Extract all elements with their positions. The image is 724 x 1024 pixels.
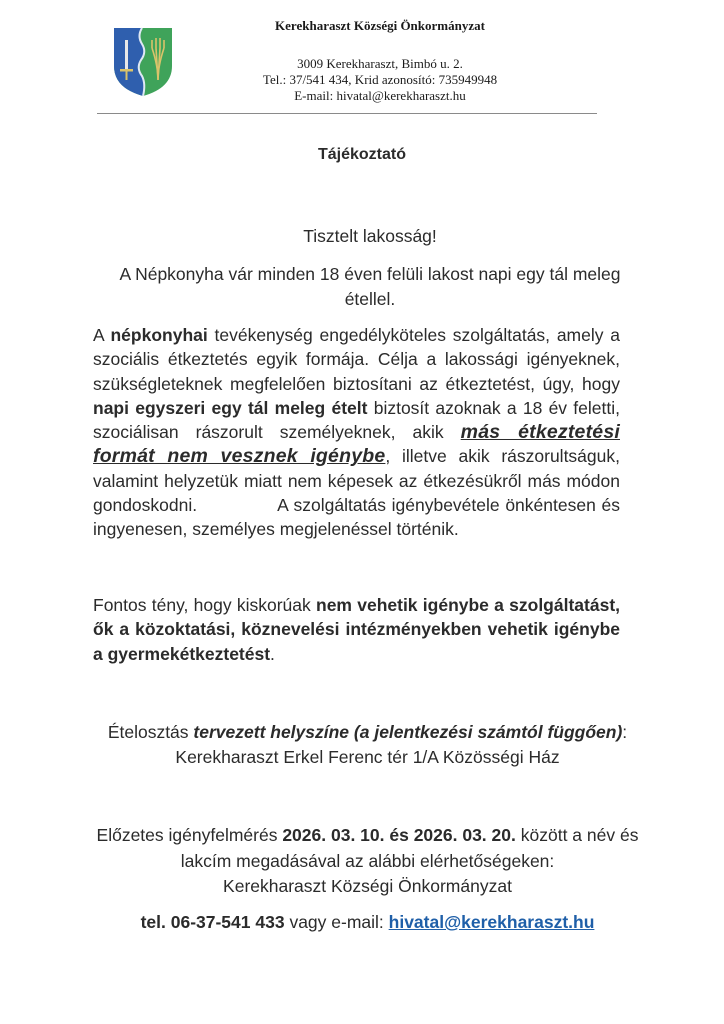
organization-email: E-mail: hivatal@kerekharaszt.hu bbox=[294, 88, 466, 103]
text-run: A szolgáltatás igénybevétele önkéntesen és ingyenesen, személyes megjelenéssel történik. bbox=[93, 495, 620, 540]
text-run: , illetve akik rászorultságuk, valamint helyzetük miatt nem képesek az étkezésükről más módon gondoskodni. bbox=[93, 446, 620, 516]
intro-paragraph: A Népkonyha vár minden 18 éven felüli lakost napi egy tál meleg étellel. bbox=[119, 264, 621, 309]
text-run: . bbox=[270, 643, 275, 664]
text-run: vagy e-mail: bbox=[284, 912, 389, 932]
document-title: Tájékoztató bbox=[317, 146, 406, 163]
email-link[interactable]: hivatal@kerekharaszt.hu bbox=[388, 912, 595, 932]
minors-notice-paragraph bbox=[93, 593, 620, 666]
text-run: Fontos tény, hogy kiskorúak bbox=[93, 595, 316, 615]
greeting: Tisztelt lakosság! bbox=[303, 226, 437, 246]
organization-address: 3009 Kerekharaszt, Bimbó u. 2. bbox=[297, 56, 463, 71]
registration-paragraph bbox=[95, 823, 640, 900]
bold-text-run: napi egyszeri egy tál meleg ételt bbox=[93, 397, 368, 418]
registration-dates: 2026. 03. 10. és 2026. 03. 20. bbox=[282, 825, 516, 845]
service-description-paragraph bbox=[93, 323, 620, 542]
text-run: Előzetes igényfelmérés bbox=[96, 825, 283, 845]
distribution-location-paragraph bbox=[95, 720, 640, 770]
phone-number: tel. 06-37-541 433 bbox=[140, 912, 285, 932]
contact-line bbox=[95, 910, 640, 935]
organization-name-line: Kerekharaszt Községi Önkormányzat bbox=[223, 876, 512, 896]
text-run: között a név és lakcím megadásával az alábbi elérhetőségeken: bbox=[180, 825, 639, 871]
emphasized-text-run: más étkeztetési formát nem vesznek igénybe bbox=[93, 421, 620, 468]
organization-phone: Tel.: 37/541 434, Krid azonosító: 735949948 bbox=[262, 72, 498, 87]
text-run: : Kerekharaszt Erkel Ferenc tér 1/A Közösségi Ház bbox=[175, 722, 628, 767]
text-run: Ételosztás bbox=[107, 722, 194, 742]
letterhead bbox=[0, 0, 724, 120]
organization-name: Kerekharaszt Községi Önkormányzat bbox=[275, 18, 485, 33]
bold-text-run: népkonyhai bbox=[110, 325, 208, 345]
header-divider bbox=[97, 113, 597, 114]
text-run: tevékenység engedélyköteles szolgáltatás, amely a szociális étkeztetés egyik formája. Célja a lakossági igényeknek, szükségleteknek megfelelően biztosítani az étkeztetést, úgy, hogy bbox=[93, 325, 620, 394]
bold-text-run: nem vehetik igénybe a szolgáltatást, ők a közoktatási, köznevelési intézményekben vehetik igénybe a gyermekétkeztetést bbox=[93, 595, 621, 664]
coat-of-arms-icon bbox=[112, 26, 174, 98]
bold-italic-text-run: tervezett helyszíne (a jelentkezési számtól függően) bbox=[193, 722, 623, 742]
text-run: A bbox=[93, 325, 111, 345]
text-run: biztosít azoknak a 18 év feletti, szociálisan rászorult személyeknek, akik bbox=[93, 397, 620, 443]
